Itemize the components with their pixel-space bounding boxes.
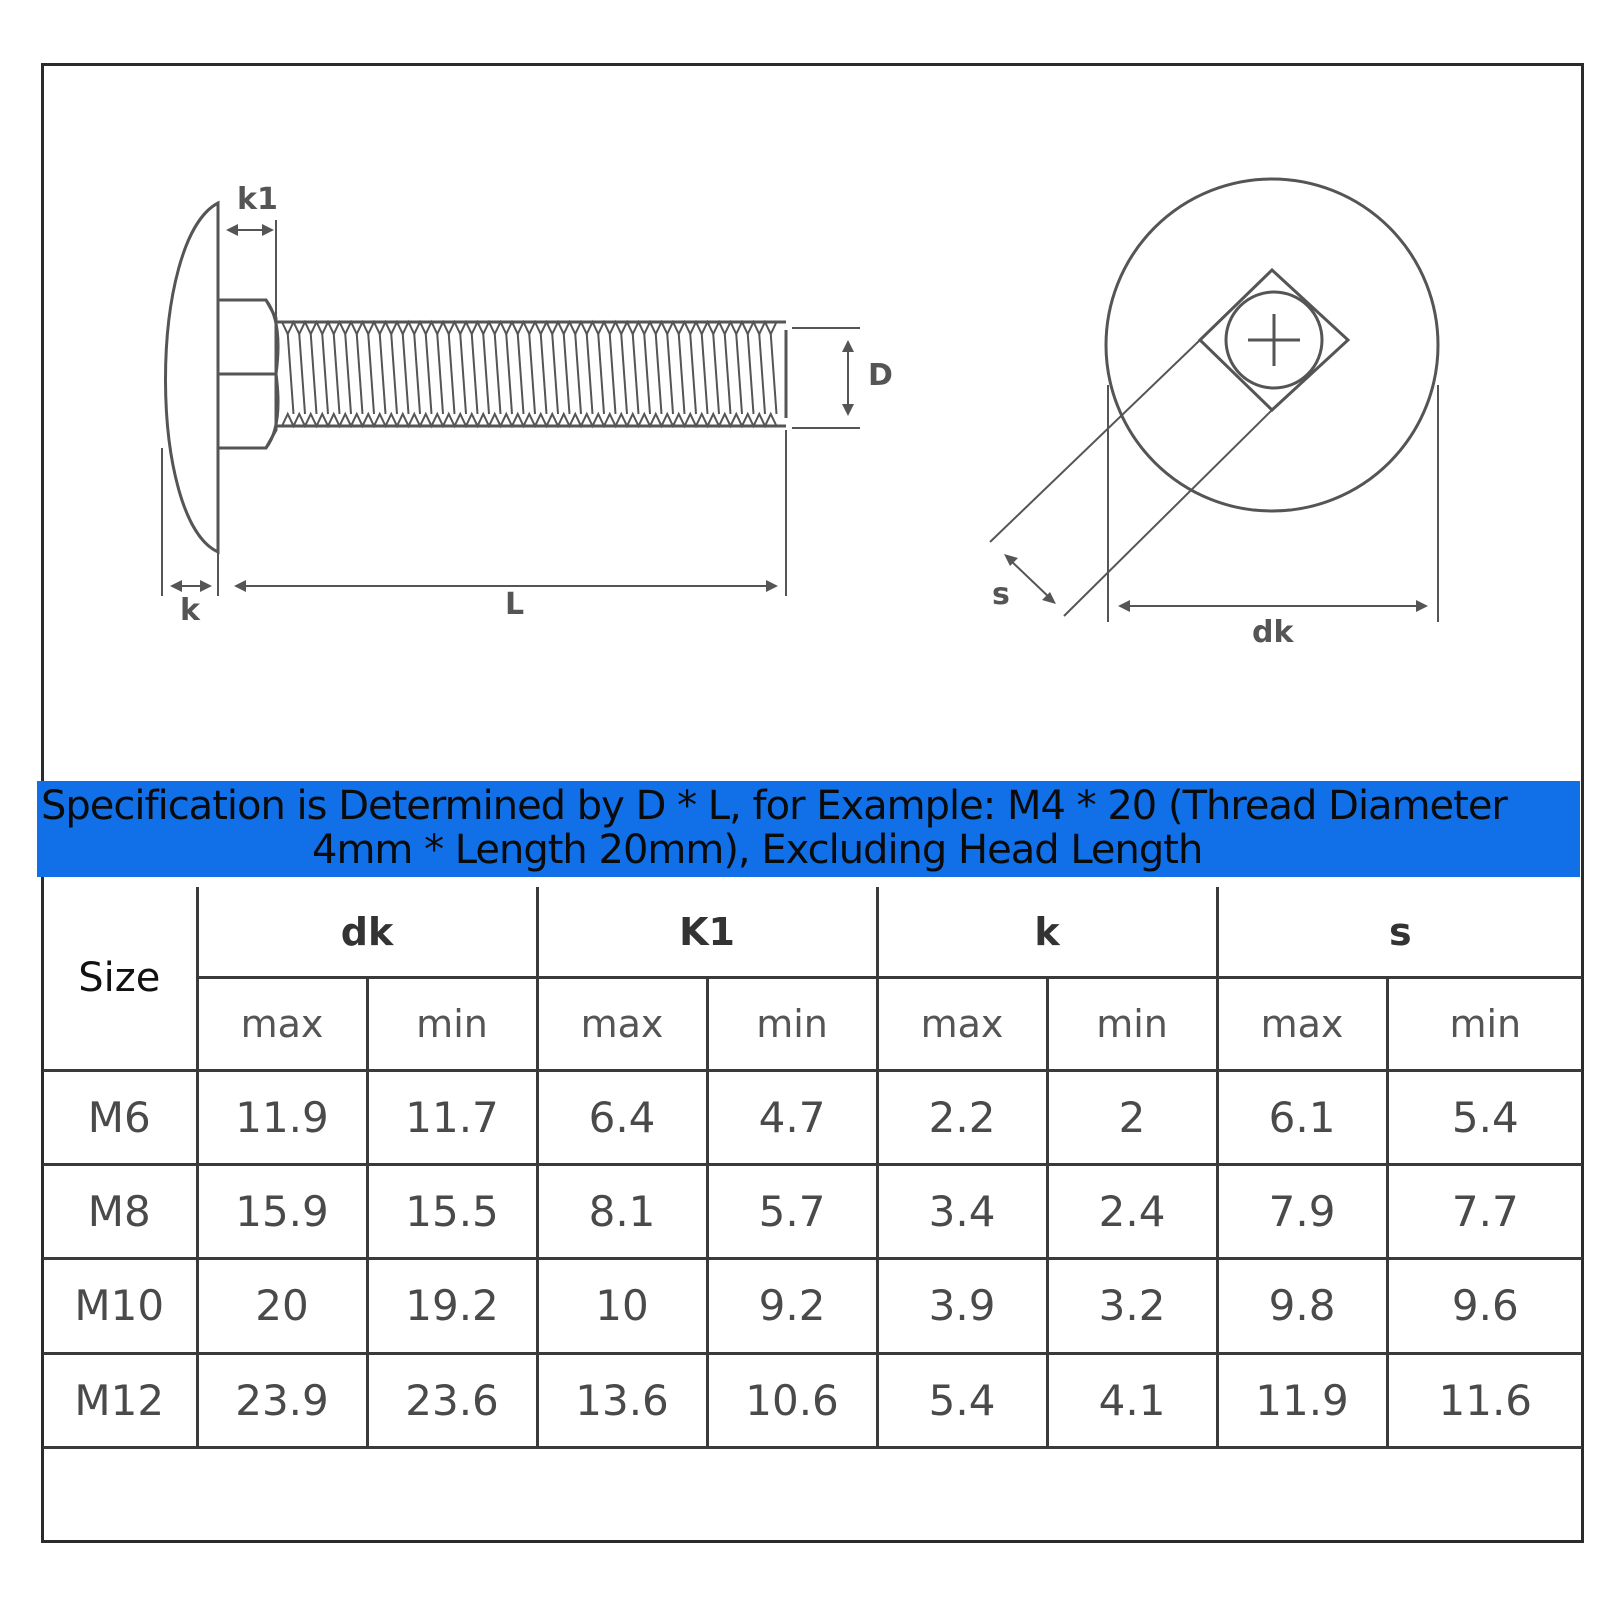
size-header: Size [43,887,197,1070]
value-cell: 11.9 [1217,1353,1387,1447]
value-cell: 5.4 [877,1353,1047,1447]
value-cell: 4.1 [1047,1353,1217,1447]
subheader-cell: min [367,978,537,1070]
thread-line [322,334,328,414]
subheader-cell: max [1217,978,1387,1070]
value-cell: 7.7 [1387,1164,1582,1258]
size-cell: M10 [43,1259,197,1353]
thread-line [771,334,777,414]
table-row [43,1164,1582,1258]
value-cell: 11.6 [1387,1353,1582,1447]
value-cell: 3.4 [877,1164,1047,1258]
subheader-cell: min [1387,978,1582,1070]
value-cell: 15.5 [367,1164,537,1258]
label-k1: k1 [237,182,278,217]
bolt-head [166,203,219,552]
label-D: D [868,358,893,393]
size-cell: M6 [43,1070,197,1164]
label-k: k [180,593,200,628]
value-cell: 5.7 [707,1164,877,1258]
banner-line-2: 4mm * Length 20mm), Excluding Head Length [312,827,1203,873]
thread-line [690,334,696,414]
value-cell: 2 [1047,1070,1217,1164]
thread-line [667,334,673,414]
group-header-dk: dk [197,887,537,978]
value-cell: 6.1 [1217,1070,1387,1164]
thread-line [552,334,558,414]
banner-line-1: Specification is Determined by D * L, for Example: M4 * 20 (Thread Diameter [41,783,1507,829]
thread-line [437,334,443,414]
bolt-technical-drawing [0,0,1600,780]
value-cell: 15.9 [197,1164,367,1258]
value-cell: 4.7 [707,1070,877,1164]
subheader-cell: min [1047,978,1217,1070]
group-header-k: k [877,887,1217,978]
value-cell: 6.4 [537,1070,707,1164]
thread-line [748,334,754,414]
thread-line [644,334,650,414]
thread-line [403,334,409,414]
thread-line [380,334,386,414]
value-cell: 8.1 [537,1164,707,1258]
value-cell: 11.7 [367,1070,537,1164]
thread-line [713,334,719,414]
thread-line [334,334,340,414]
value-cell: 7.9 [1217,1164,1387,1258]
thread-line [575,334,581,414]
spec-banner [37,781,1580,877]
value-cell: 19.2 [367,1259,537,1353]
thread-line [610,334,616,414]
value-cell: 5.4 [1387,1070,1582,1164]
thread-line [702,334,708,414]
value-cell: 3.9 [877,1259,1047,1353]
spec-table [43,887,1582,1449]
thread-line [472,334,478,414]
thread-line [725,334,731,414]
thread-line [633,334,639,414]
group-header-row [43,887,1582,978]
thread-line [414,334,420,414]
thread-line [495,334,501,414]
group-header-k1: K1 [537,887,877,978]
thread-line [391,334,397,414]
thread-line [759,334,765,414]
thread-line [483,334,489,414]
value-cell: 10 [537,1259,707,1353]
thread-line [518,334,524,414]
value-cell: 2.2 [877,1070,1047,1164]
subheader-cell: max [537,978,707,1070]
table-row [43,1353,1582,1447]
head-top-view [1106,179,1438,511]
threaded-shank [276,322,786,426]
value-cell: 10.6 [707,1353,877,1447]
thread-line [460,334,466,414]
value-cell: 13.6 [537,1353,707,1447]
value-cell: 9.2 [707,1259,877,1353]
thread-line [311,334,317,414]
value-cell: 9.6 [1387,1259,1582,1353]
value-cell: 11.9 [197,1070,367,1164]
subheader-cell: max [877,978,1047,1070]
thread-line [598,334,604,414]
value-cell: 23.6 [367,1353,537,1447]
thread-line [564,334,570,414]
thread-line [368,334,374,414]
value-cell: 9.8 [1217,1259,1387,1353]
table-row [43,1259,1582,1353]
value-cell: 3.2 [1047,1259,1217,1353]
subheader-row [43,978,1582,1070]
thread-line [357,334,363,414]
table-row [43,1070,1582,1164]
label-L: L [505,587,525,622]
label-dk: dk [1252,615,1294,650]
group-header-s: s [1217,887,1582,978]
thread-line [587,334,593,414]
thread-line [736,334,742,414]
thread-line [621,334,627,414]
value-cell: 2.4 [1047,1164,1217,1258]
subheader-cell: min [707,978,877,1070]
thread-line [541,334,547,414]
thread-line [506,334,512,414]
label-s: s [992,577,1010,612]
thread-line [679,334,685,414]
subheader-cell: max [197,978,367,1070]
thread-line [656,334,662,414]
thread-line [426,334,432,414]
thread-line [449,334,455,414]
thread-line [345,334,351,414]
value-cell: 23.9 [197,1353,367,1447]
thread-line [529,334,535,414]
size-cell: M8 [43,1164,197,1258]
thread-line [288,334,294,414]
value-cell: 20 [197,1259,367,1353]
thread-line [299,334,305,414]
size-cell: M12 [43,1353,197,1447]
